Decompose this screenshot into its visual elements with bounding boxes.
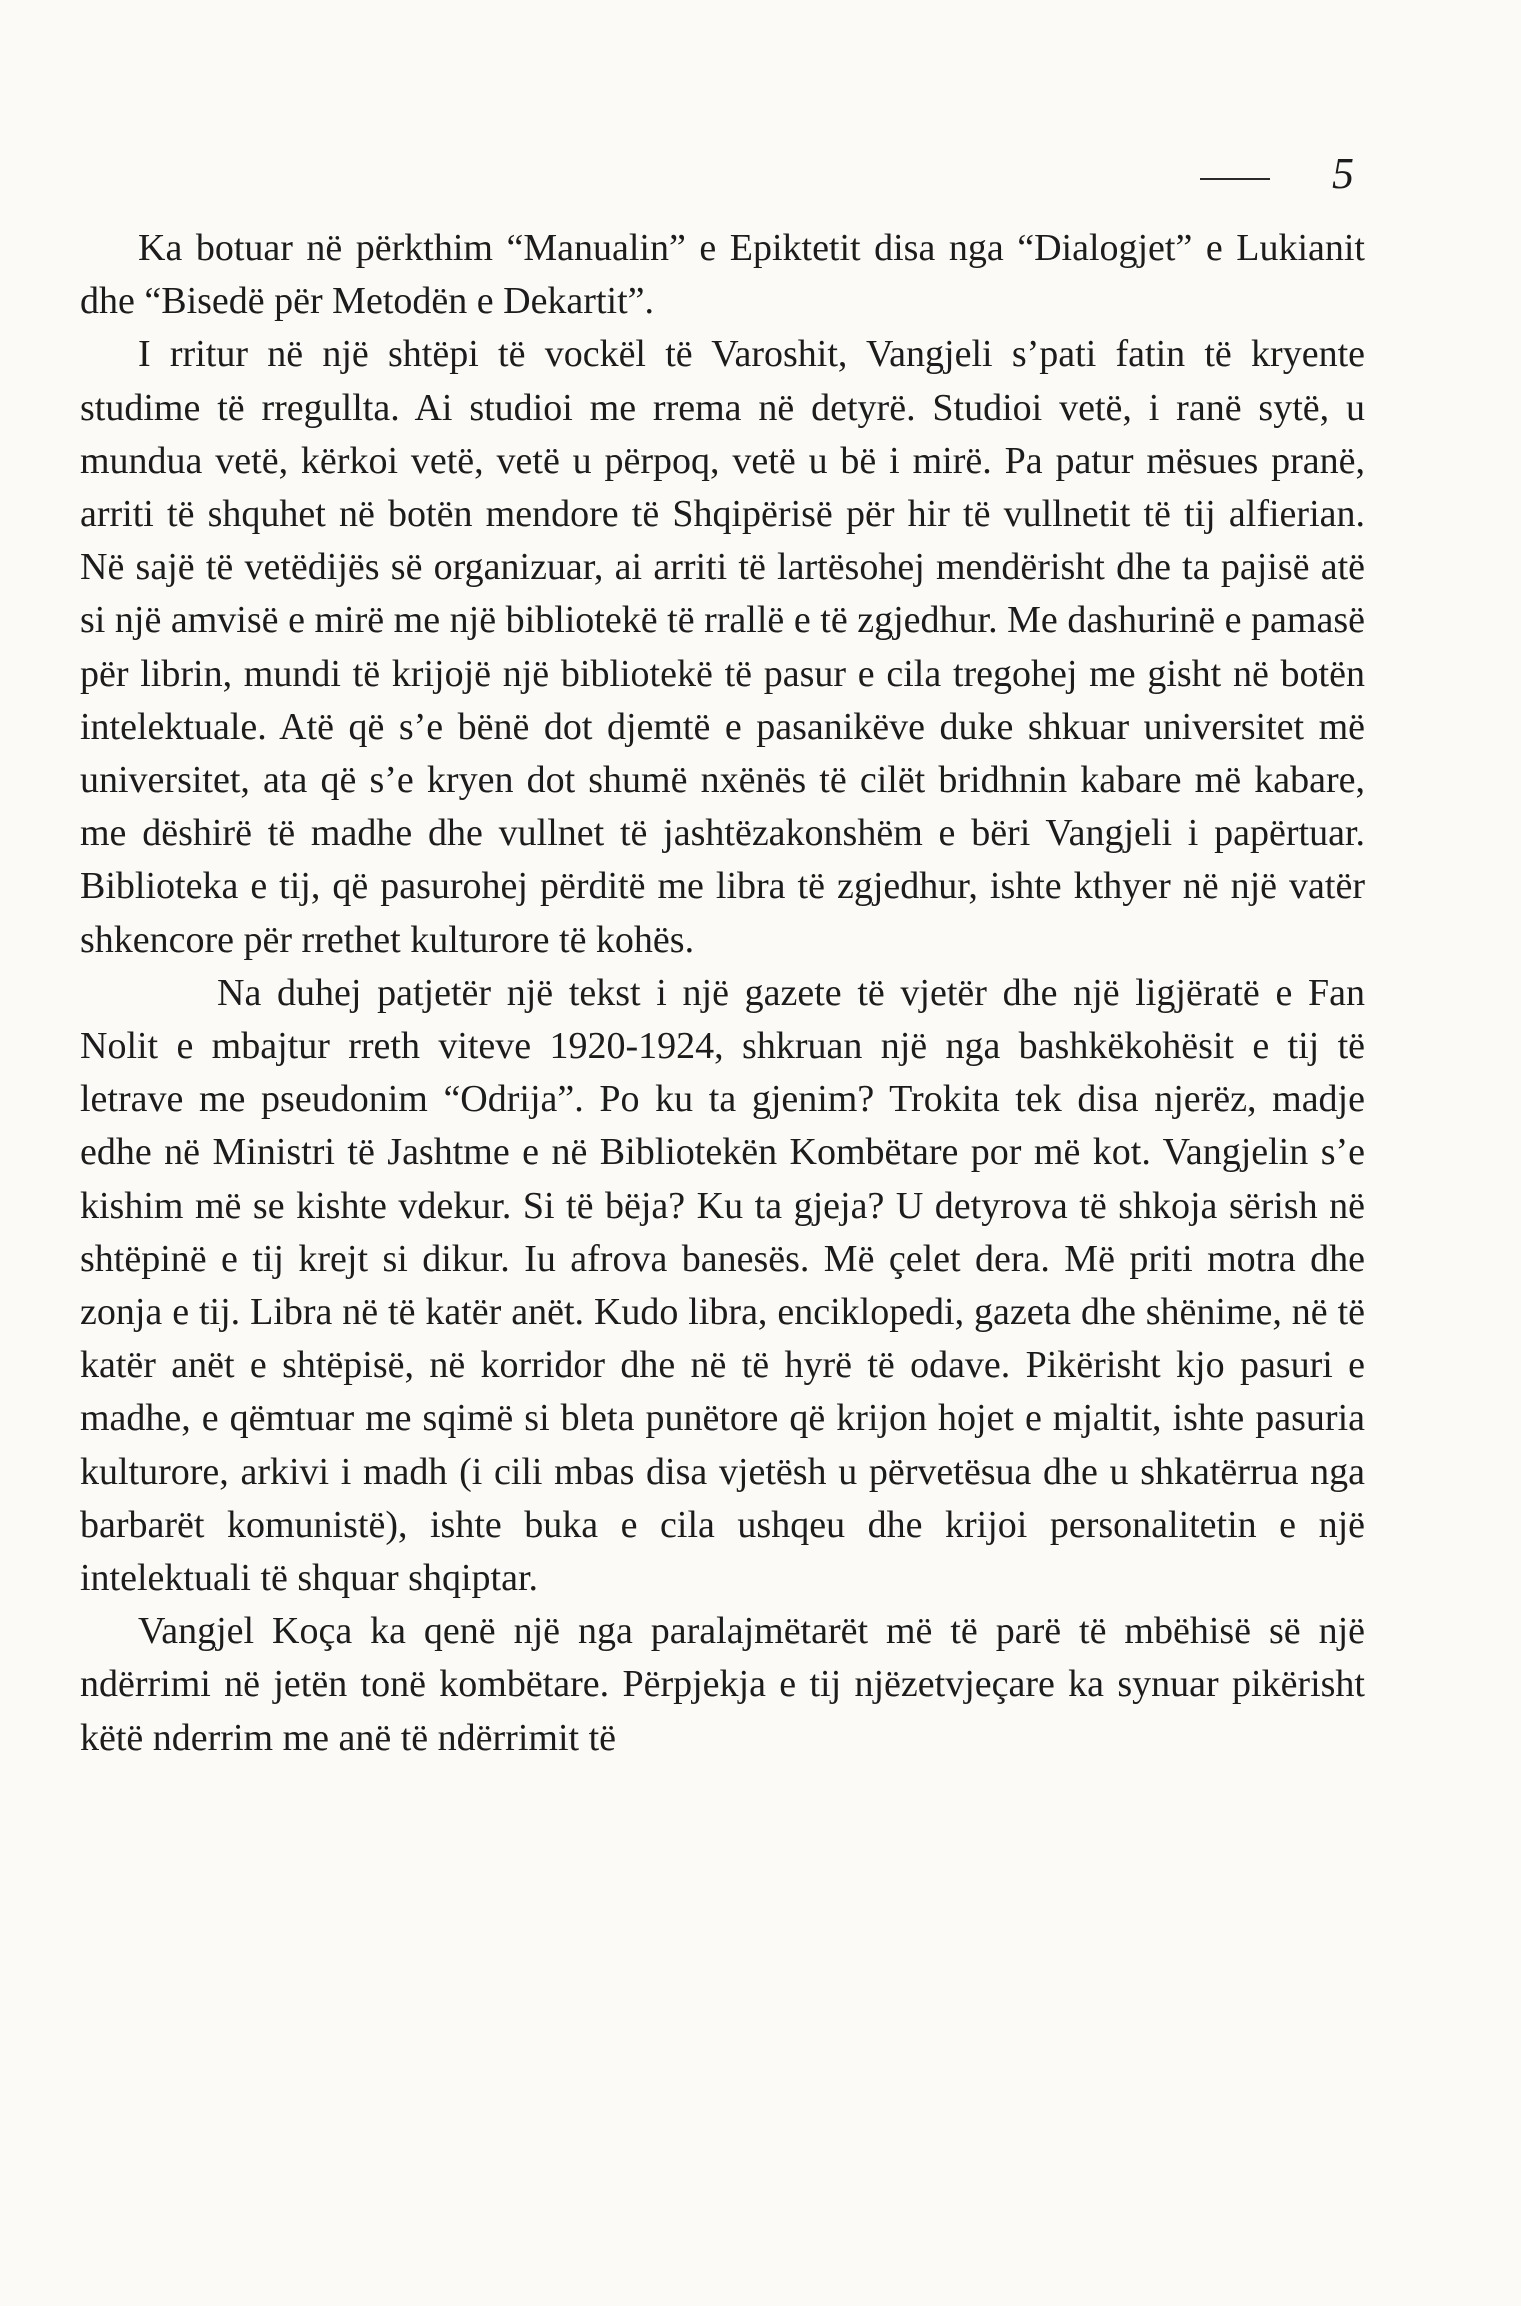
paragraph-3: Na duhej patjetër një tekst i një gazete të vjetër dhe një ligjëratë e Fan Nolit e mbajtur rreth viteve 1920-1924, shkruan një nga bashkëkohësit e tij të letrave me pseudonim “Odrija”. Po ku ta gjenim? Trokita tek disa njerëz, madje edhe në Ministri të Jashtme e në Bibliotekën Kombëtare por më kot. Vangjelin s’e kishim më se kishte vdekur. Si të bëja? Ku ta gjeja? U detyrova të shkoja sërish në shtëpinë e tij krejt si dikur. Iu afrova banesës. Më çelet dera. Më priti motra dhe zonja e tij. Libra në të katër anët. Kudo libra, enciklopedi, gazeta dhe shënime, në të katër anët e shtëpisë, në korridor dhe në të hyrë të odave. Pikërisht kjo pasuri e madhe, e qëmtuar me sqimë si bleta punëtore që krijon hojet e mjaltit, ishte pasuria kulturore, arkivi i madh (i cili mbas disa vjetësh u përvetësua dhe u shkatërrua nga barbarët komunistë), ishte buka e cila ushqeu dhe krijoi personalitetin e një intelektuali të shquar shqiptar. [80,971,1365,1600]
paragraph-4: Vangjel Koça ka qenë një nga paralajmëtarët më të parë të mbëhisë së një ndërrimi në jetën tonë kombëtare. Përpjekja e tij njëzetvjeçare ka synuar pikërisht këtë nderrim me anë të ndërrimit të [80,1610,1365,1759]
page-header [1200,148,1380,198]
paragraph-2: I rritur në një shtëpi të vockël të Varoshit, Vangjeli s’pati fatin të kryente studime të rregullta. Ai studioi me rrema në detyrë. Studioi vetë, i ranë sytë, u mundua vetë, kërkoi vetë, vetë u përpoq, vetë u bë i mirë. Pa patur mësues pranë, arriti të shquhet në botën mendore të Shqipërisë për hir të vullnetit të tij alfierian. Në sajë të vetëdijës së organizuar, ai arriti të lartësohej mendërisht dhe ta pajisë atë si një amvisë e mirë me një bibliotekë të rrallë e të zgjedhur. Me dashurinë e pamasë për librin, mundi të krijojë një bibliotekë të pasur e cila tregohej me gisht në botën intelektuale. Atë që s’e bënë dot djemtë e pasanikëve duke shkuar universitet më universitet, ata që s’e kryen dot shumë nxënës të cilët bridhnin kabare më kabare, me dëshirë të madhe dhe vullnet të jashtëzakonshëm e bëri Vangjeli i papërtuar. Biblioteka e tij, që pasurohej përditë me libra të zgjedhur, ishte kthyer në një vatër shkencore për rrethet kulturore të kohës. [80,333,1365,961]
page-number: 5 [1332,149,1354,198]
paragraph-1: Ka botuar në përkthim “Manualin” e Epiktetit disa nga “Dialogjet” e Lukianit dhe “Bisedë për Metodën e Dekartit”. [80,227,1365,323]
header-rule [1200,178,1270,180]
text-body [80,222,1365,1765]
